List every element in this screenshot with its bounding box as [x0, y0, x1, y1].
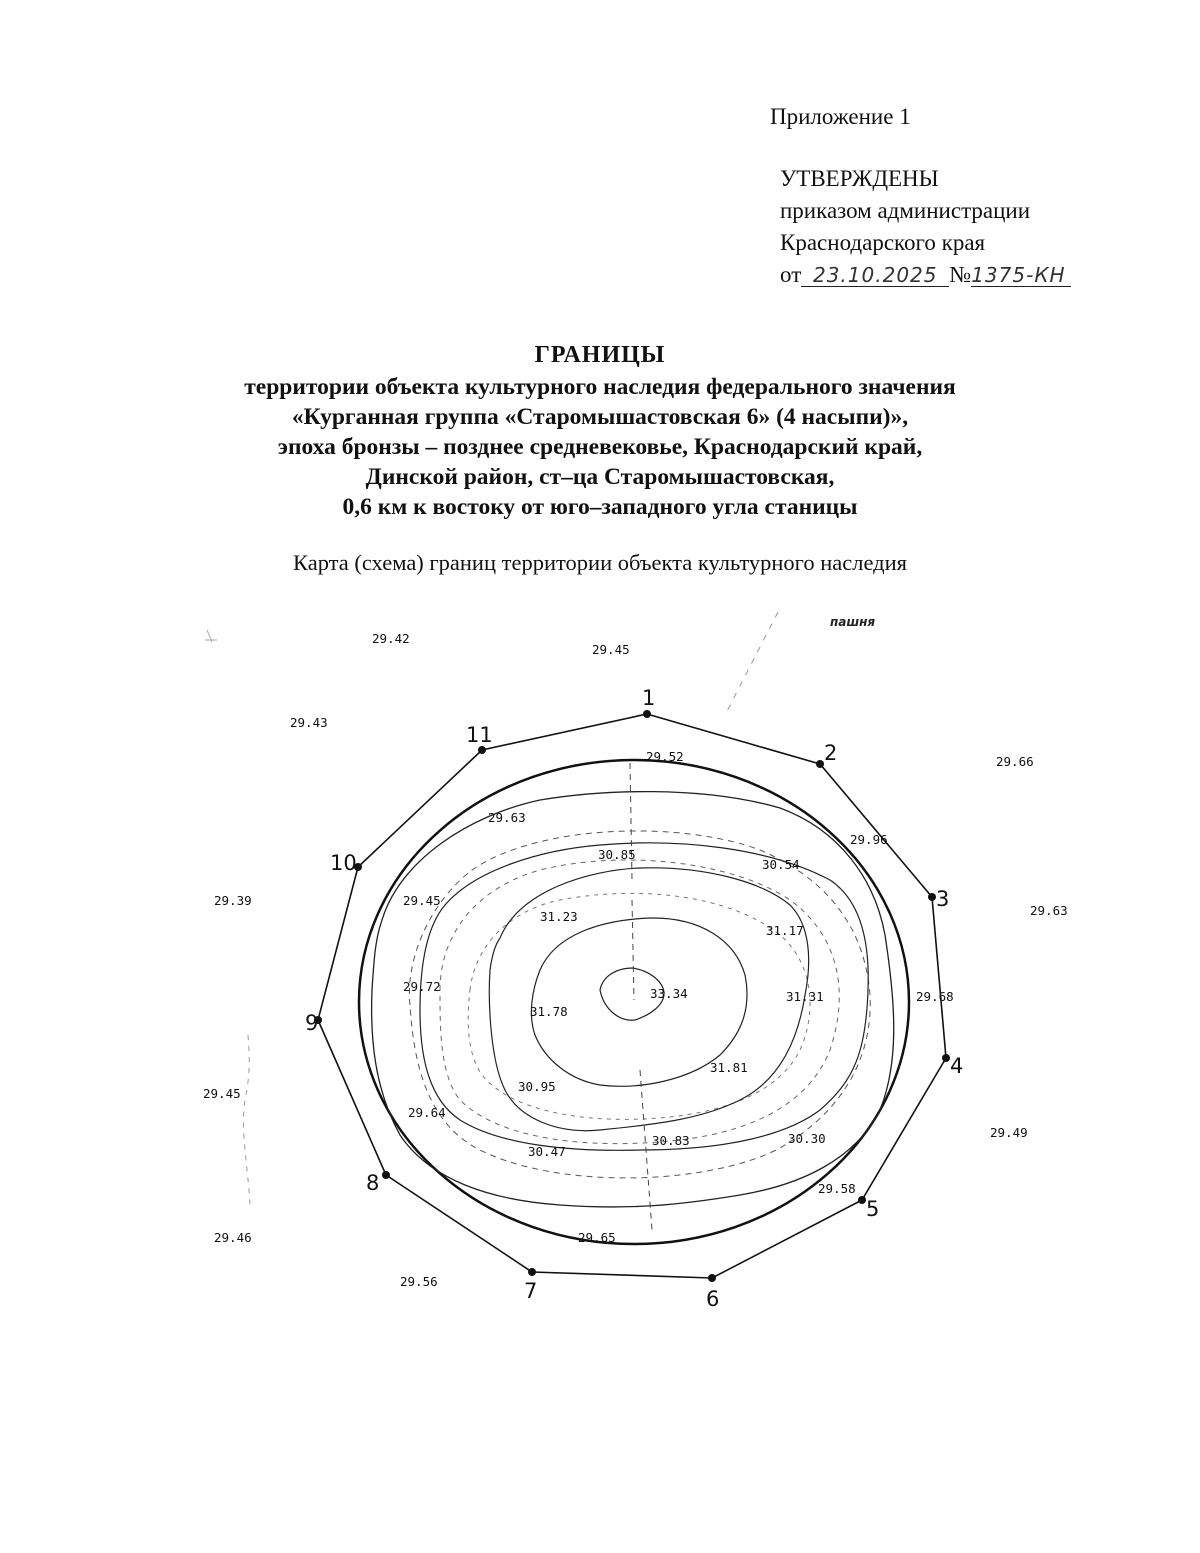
elevation-mark: 29.64: [408, 1105, 446, 1120]
elevation-mark: 31.81: [710, 1060, 748, 1075]
survey-mark: [205, 630, 217, 642]
boundary-point-label: 8: [366, 1171, 380, 1195]
land-use-label: пашня: [830, 615, 876, 629]
elevation-mark: 33.34: [650, 986, 688, 1001]
boundary-point-label: 5: [866, 1197, 880, 1221]
elevation-mark: 29.43: [290, 715, 328, 730]
boundary-point-label: 3: [936, 887, 950, 911]
boundary-point-label: 4: [950, 1054, 964, 1078]
number-prefix: №: [949, 262, 972, 287]
boundary-vertex: [528, 1268, 536, 1276]
elevation-mark: 29.66: [996, 754, 1034, 769]
region-name: Краснодарского края: [780, 230, 986, 255]
order-date: 23.10.2025: [801, 264, 949, 287]
boundary-vertex: [816, 760, 824, 768]
elevation-mark: 30.47: [528, 1144, 566, 1159]
elevation-mark: 29.45: [203, 1086, 241, 1101]
elevation-mark: 30.54: [762, 857, 800, 872]
elevation-mark: 30.95: [518, 1079, 556, 1094]
boundary-point-label: 2: [824, 741, 838, 765]
elevation-mark: 29.96: [850, 832, 888, 847]
boundary-map: [0, 590, 1200, 1350]
elevation-mark: 29.63: [1030, 903, 1068, 918]
title-line: территории объекта культурного наследия федерального значения: [244, 374, 956, 400]
title-line: эпоха бронзы – позднее средневековье, Краснодарский край,: [277, 434, 923, 460]
elevation-mark: 29.72: [403, 979, 441, 994]
order-number: 1375-КН: [971, 264, 1071, 287]
elevation-mark: 29.56: [400, 1274, 438, 1289]
elevation-mark: 29.52: [646, 749, 684, 764]
boundary-point-label: 11: [466, 723, 493, 747]
approved-label: УТВЕРЖДЕНЫ: [780, 166, 939, 191]
boundary-vertex: [858, 1196, 866, 1204]
title-line: Динской район, ст–ца Старомышастовская,: [365, 464, 835, 490]
elevation-mark: 29.39: [214, 893, 252, 908]
elevation-mark: 29.45: [403, 893, 441, 908]
elevation-mark: 31.17: [766, 923, 804, 938]
boundary-point-label: 6: [706, 1287, 720, 1311]
title-heading: ГРАНИЦЫ: [534, 342, 666, 368]
elevation-mark: 29.65: [578, 1230, 616, 1245]
elevation-mark: 30.83: [652, 1133, 690, 1148]
contour-line: [440, 860, 839, 1144]
appendix-label: Приложение 1: [770, 104, 911, 129]
elevation-mark: 29.42: [372, 631, 410, 646]
elevation-mark: 31.31: [786, 989, 824, 1004]
elevation-mark: 30.85: [598, 847, 636, 862]
boundary-vertex: [478, 746, 486, 754]
elevation-mark: 29.45: [592, 642, 630, 657]
elevation-mark: 30.30: [788, 1131, 826, 1146]
boundary-point-label: 7: [524, 1279, 538, 1303]
date-prefix: от: [780, 262, 802, 287]
mound-base-circle: [359, 760, 909, 1244]
field-edge-line: [725, 612, 778, 715]
order-line: [780, 259, 1071, 291]
boundary-vertex: [942, 1054, 950, 1062]
elevation-mark: 31.23: [540, 909, 578, 924]
field-edge-line: [243, 1035, 250, 1205]
boundary-vertex: [643, 710, 651, 718]
elevation-mark: 29.68: [916, 989, 954, 1004]
map-subtitle: Карта (схема) границ территории объекта культурного наследия: [293, 550, 907, 575]
boundary-point-label: 9: [305, 1011, 319, 1035]
boundary-point-label: 1: [642, 686, 656, 710]
elevation-mark: 29.58: [818, 1181, 856, 1196]
boundary-point-label: 10: [330, 851, 357, 875]
order-issuer: приказом администрации: [780, 198, 1031, 223]
title-line: «Курганная группа «Старомышастовская 6» (4 насыпи)»,: [291, 404, 909, 430]
boundary-vertex: [382, 1171, 390, 1179]
title-line: 0,6 км к востоку от юго–западного угла станицы: [342, 494, 858, 520]
document-title: [0, 340, 1200, 522]
approval-block: [780, 163, 1071, 291]
boundary-vertex: [928, 893, 936, 901]
elevation-mark: 29.46: [214, 1230, 252, 1245]
axis-line: [630, 763, 652, 1230]
elevation-mark: 29.63: [488, 810, 526, 825]
boundary-vertex: [708, 1274, 716, 1282]
elevation-mark: 29.49: [990, 1125, 1028, 1140]
elevation-mark: 31.78: [530, 1004, 568, 1019]
